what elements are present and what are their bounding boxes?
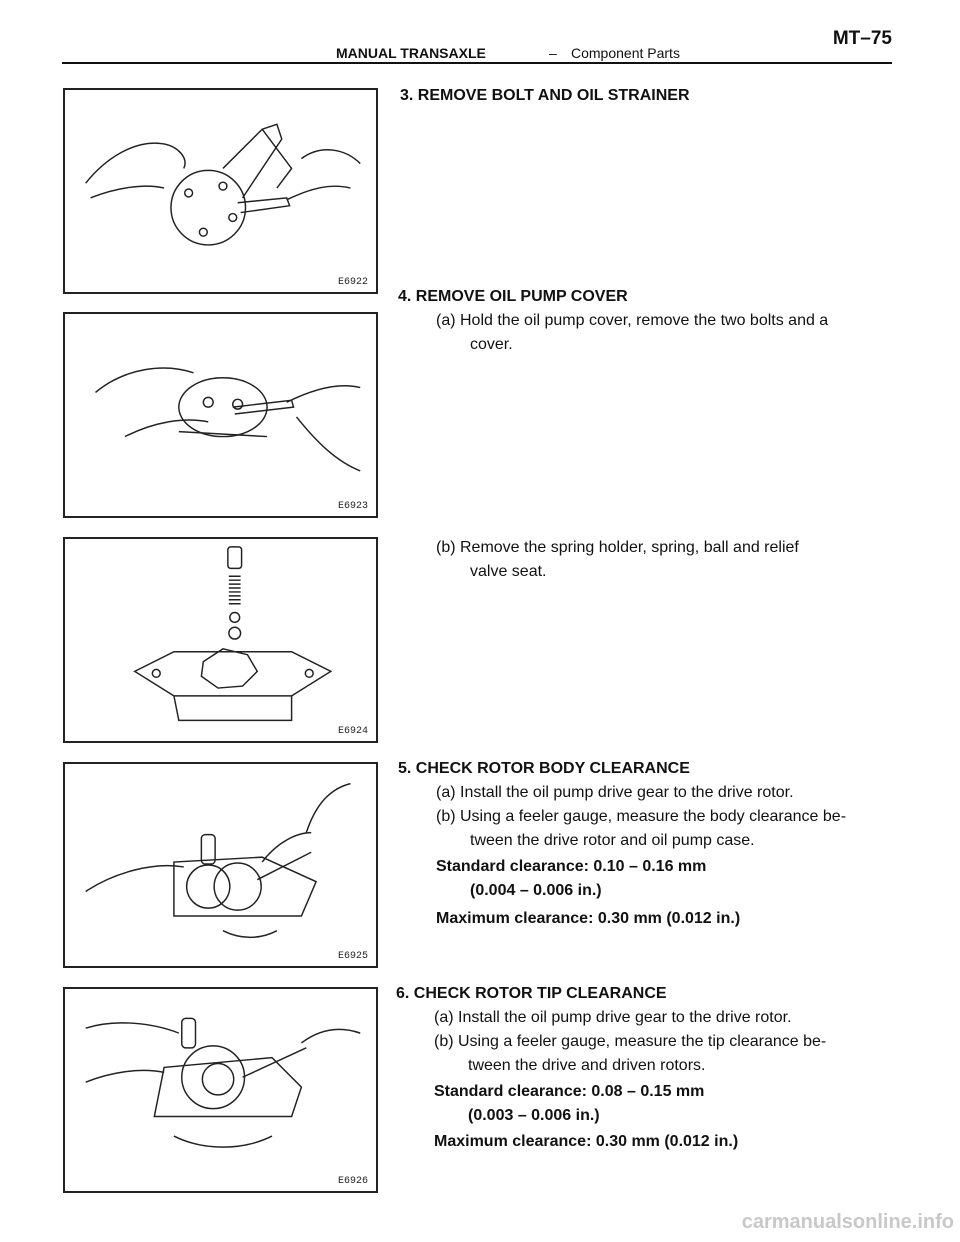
figure-body-clearance: [63, 762, 378, 968]
figure-label: E6923: [337, 501, 368, 512]
step-4a-line2: cover.: [470, 336, 513, 353]
step-5b-line1: (b) Using a feeler gauge, measure the body clearance be-: [436, 808, 847, 825]
header-dash: –: [549, 45, 557, 61]
step-5-title: 5. CHECK ROTOR BODY CLEARANCE: [398, 760, 690, 777]
step-3: [400, 84, 690, 108]
page-number: MT–75: [832, 28, 892, 49]
step-4b-line2: valve seat.: [470, 563, 547, 580]
watermark: carmanualsonline.info: [741, 1211, 954, 1233]
step-6: [396, 982, 876, 1154]
figure-relief-valve: [63, 537, 378, 743]
step-4b: [398, 536, 878, 584]
step-4: [398, 285, 878, 357]
figure-label: E6926: [337, 1176, 368, 1187]
step-5-standard-clearance: Standard clearance: 0.10 – 0.16 mm: [436, 858, 707, 875]
figure-label: E6925: [337, 951, 368, 962]
step-6-standard-clearance-in: (0.003 – 0.006 in.): [468, 1107, 600, 1124]
figure-label: E6922: [337, 277, 368, 288]
body-clearance-illustration: [65, 764, 376, 966]
tip-clearance-illustration: [65, 989, 376, 1191]
step-4a-line1: (a) Hold the oil pump cover, remove the two bolts and a: [436, 312, 829, 329]
step-4-title: 4. REMOVE OIL PUMP COVER: [398, 288, 628, 305]
step-5-standard-clearance-in: (0.004 – 0.006 in.): [470, 882, 602, 899]
figure-tip-clearance: [63, 987, 378, 1193]
figure-label: E6924: [337, 726, 368, 737]
step-5b-line2: tween the drive rotor and oil pump case.: [470, 832, 755, 849]
step-5: [398, 757, 878, 931]
step-6-maximum-clearance: Maximum clearance: 0.30 mm (0.012 in.): [434, 1133, 739, 1150]
step-6-title: 6. CHECK ROTOR TIP CLEARANCE: [396, 985, 667, 1002]
page-header: [62, 18, 892, 64]
step-6b-line2: tween the drive and driven rotors.: [468, 1057, 706, 1074]
step-5-maximum-clearance: Maximum clearance: 0.30 mm (0.012 in.): [436, 910, 741, 927]
step-4b-line1: (b) Remove the spring holder, spring, ball and relief: [436, 539, 799, 556]
header-section: MANUAL TRANSAXLE: [336, 45, 486, 61]
figure-remove-cover: [63, 312, 378, 518]
header-subsection: Component Parts: [571, 45, 680, 61]
step-6b-line1: (b) Using a feeler gauge, measure the tip clearance be-: [434, 1033, 827, 1050]
step-5a: (a) Install the oil pump drive gear to the drive rotor.: [436, 784, 794, 801]
step-3-title: 3. REMOVE BOLT AND OIL STRAINER: [400, 87, 690, 104]
step-6-standard-clearance: Standard clearance: 0.08 – 0.15 mm: [434, 1083, 705, 1100]
step-6a: (a) Install the oil pump drive gear to the drive rotor.: [434, 1009, 792, 1026]
relief-valve-illustration: [65, 539, 376, 741]
pump-cover-illustration: [65, 314, 376, 516]
figure-remove-strainer: [63, 88, 378, 294]
strainer-illustration: [65, 90, 376, 292]
